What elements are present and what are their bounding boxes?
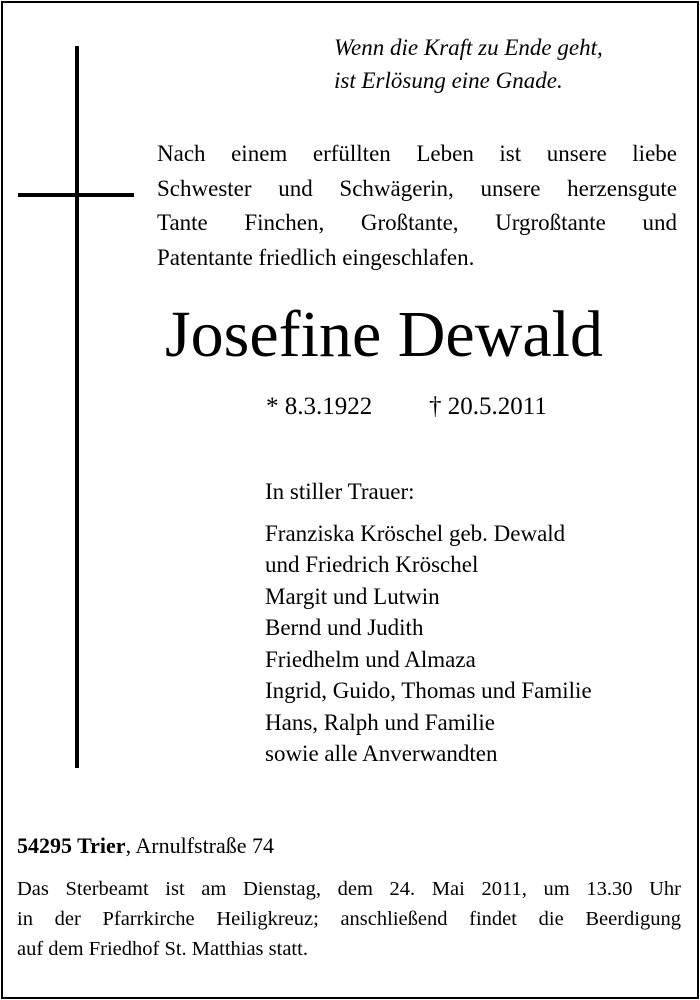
address-line xyxy=(17,831,274,861)
death-date: † 20.5.2011 xyxy=(429,393,547,420)
notice-line-2: in der Pfarrkirche Heiligkreuz; anschließend findet die Beerdigung xyxy=(17,908,681,930)
motto-line-2: ist Erlösung eine Gnade. xyxy=(334,68,563,93)
motto xyxy=(334,31,664,97)
mourner-name: Bernd und Judith xyxy=(265,615,424,640)
mourners-heading: In stiller Trauer: xyxy=(265,479,415,504)
mourner-name: sowie alle Anverwandten xyxy=(265,741,498,766)
address-city: 54295 Trier xyxy=(17,833,126,858)
intro-line-1: Nach einem erfüllten Leben ist unsere liebe xyxy=(157,141,677,166)
mourner-name: Margit und Lutwin xyxy=(265,583,440,609)
mourner-name: Hans, Ralph und Familie xyxy=(265,709,495,735)
mourner-name: Friedhelm und Almaza xyxy=(265,646,476,672)
notice-line-3: auf dem Friedhof St. Matthias statt. xyxy=(17,938,308,960)
intro-line-2: Schwester und Schwägerin, unsere herzensgute xyxy=(157,175,677,201)
intro-text xyxy=(157,137,677,275)
intro-line-4: Patentante friedlich eingeschlafen. xyxy=(157,244,475,270)
mourner-name: Franziska Kröschel geb. Dewald xyxy=(265,520,566,546)
deceased-name: Josefine Dewald xyxy=(165,298,604,371)
intro-line-3: Tante Finchen, Großtante, Urgroßtante und xyxy=(157,210,677,235)
cross-vertical-bar xyxy=(75,46,79,768)
mourners-list xyxy=(265,518,592,770)
mourner-name: und Friedrich Kröschel xyxy=(265,552,479,577)
motto-line-1: Wenn die Kraft zu Ende geht, xyxy=(334,35,603,60)
cross-horizontal-bar xyxy=(18,193,134,197)
mourners-block xyxy=(265,476,592,770)
notice-line-1: Das Sterbeamt ist am Dienstag, dem 24. Mai 2011, um 13.30 Uhr xyxy=(17,878,681,900)
mourner-name: Ingrid, Guido, Thomas und Familie xyxy=(265,678,592,703)
birth-date: * 8.3.1922 xyxy=(266,393,373,420)
address-street: Arnulfstraße 74 xyxy=(135,833,275,858)
address-separator: , xyxy=(125,833,132,858)
funeral-notice xyxy=(17,874,681,964)
